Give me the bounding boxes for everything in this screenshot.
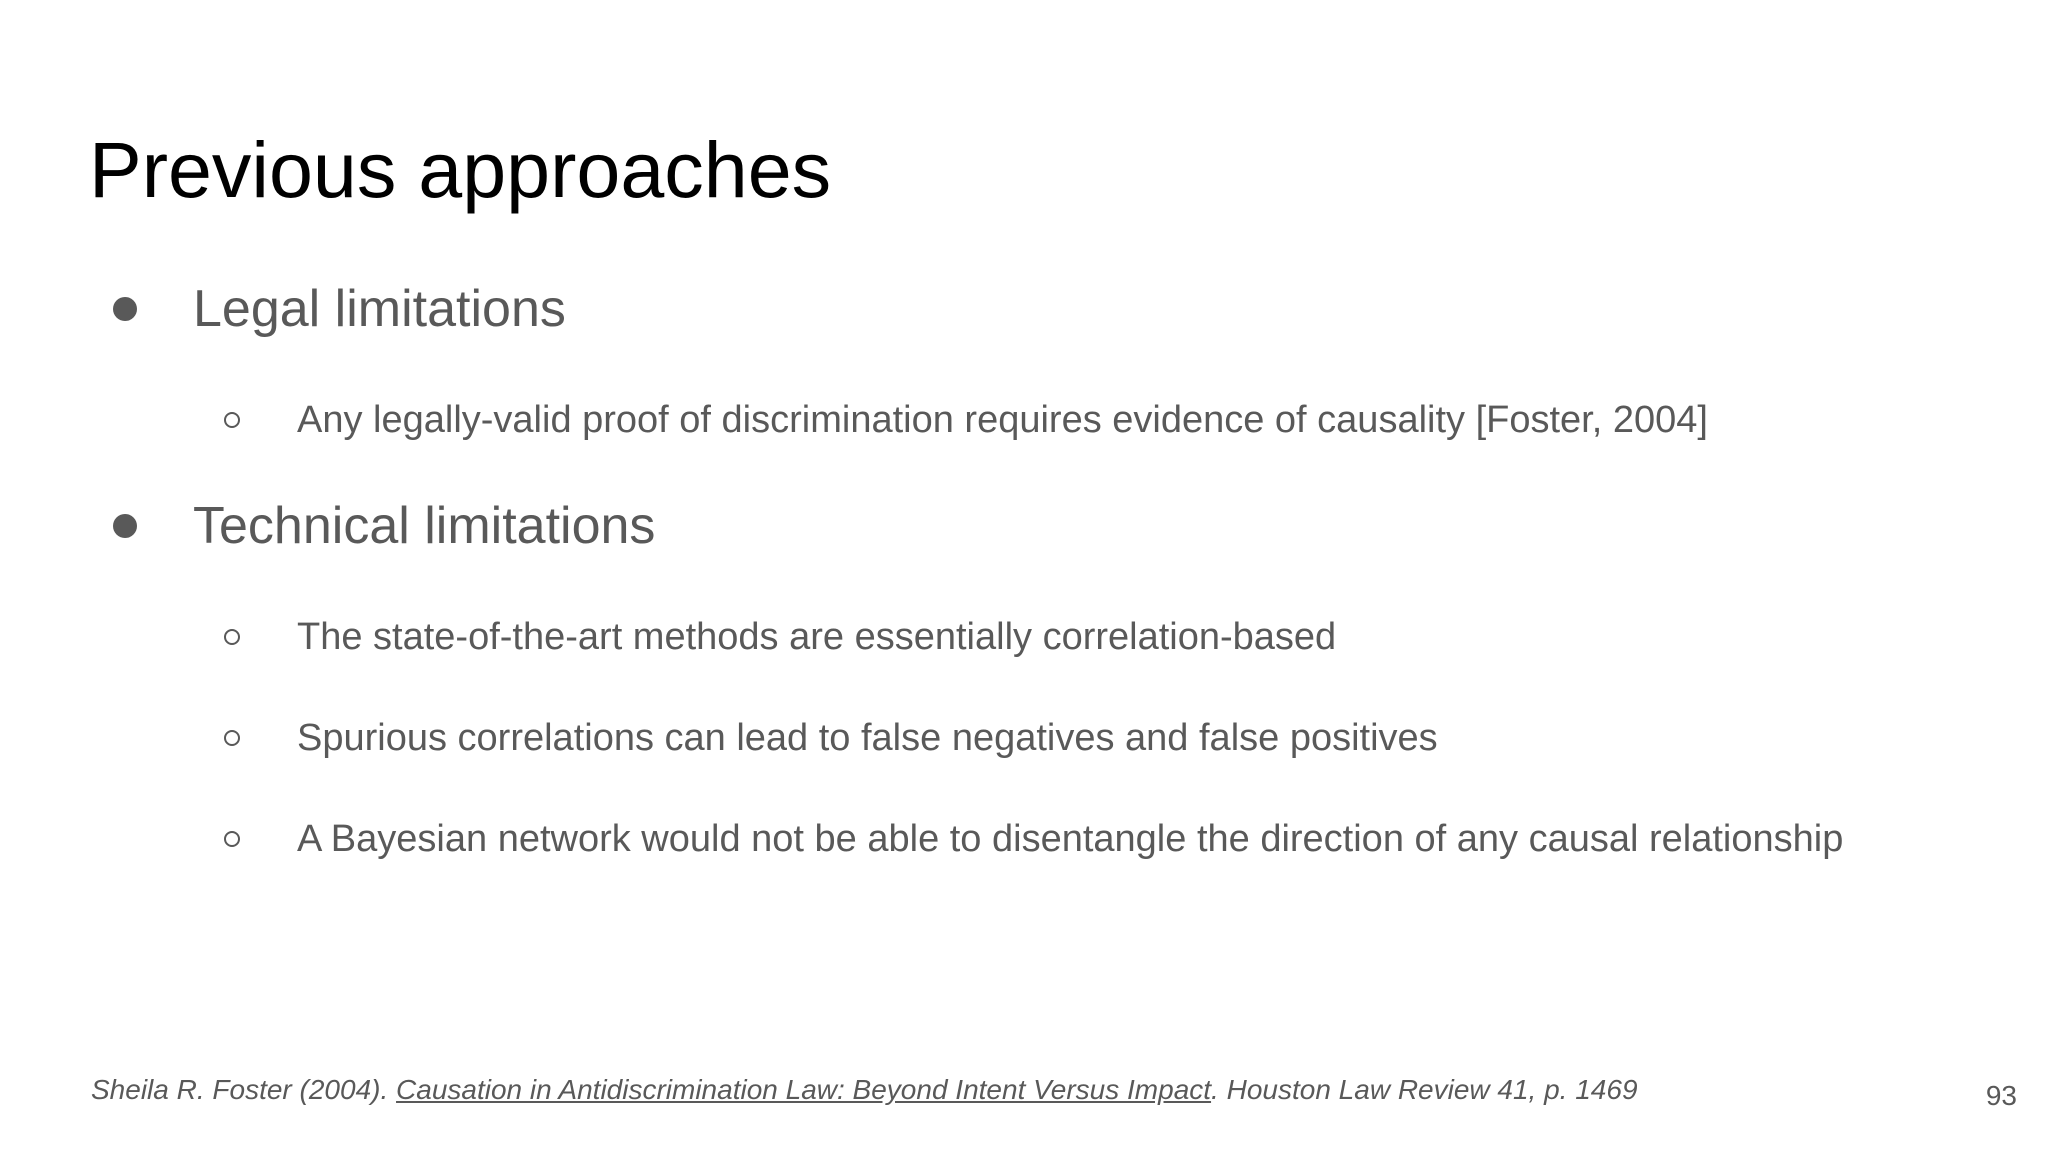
hollow-circle-bullet-icon: [224, 831, 240, 847]
sub-bullet-correlation-based: [0, 613, 2048, 661]
sub-bullet-text: The state-of-the-art methods are essentially correlation-based: [297, 616, 1337, 658]
citation-prefix: Sheila R. Foster (2004).: [91, 1074, 397, 1105]
hollow-circle-bullet-icon: [224, 730, 240, 746]
slide-title: Previous approaches: [89, 125, 832, 214]
hollow-circle-bullet-icon: [224, 412, 240, 428]
filled-circle-bullet-icon: [113, 514, 137, 538]
citation-suffix: . Houston Law Review 41, p. 1469: [1211, 1074, 1638, 1105]
citation-link[interactable]: Causation in Antidiscrimination Law: Beyond Intent Versus Impact: [396, 1074, 1212, 1105]
bullet-text: Legal limitations: [193, 280, 566, 338]
filled-circle-bullet-icon: [113, 297, 137, 321]
citation-footnote: [91, 1072, 1638, 1108]
bullet-text: Technical limitations: [193, 497, 656, 555]
hollow-circle-bullet-icon: [224, 629, 240, 645]
sub-bullet-text: Any legally-valid proof of discrimination requires evidence of causality [Foster, 2004]: [297, 399, 1708, 441]
bullet-technical-limitations: [0, 494, 2048, 558]
sub-bullet-foster-causality: [0, 396, 2048, 444]
sub-bullet-bayesian-network: [0, 815, 2048, 863]
page-number: 93: [1985, 1080, 2017, 1111]
bullet-legal-limitations: [0, 277, 2048, 341]
sub-bullet-text: Spurious correlations can lead to false negatives and false positives: [297, 717, 1438, 759]
sub-bullet-text: A Bayesian network would not be able to disentangle the direction of any causal relationship: [297, 818, 1844, 860]
sub-bullet-spurious-correlations: [0, 714, 2048, 762]
